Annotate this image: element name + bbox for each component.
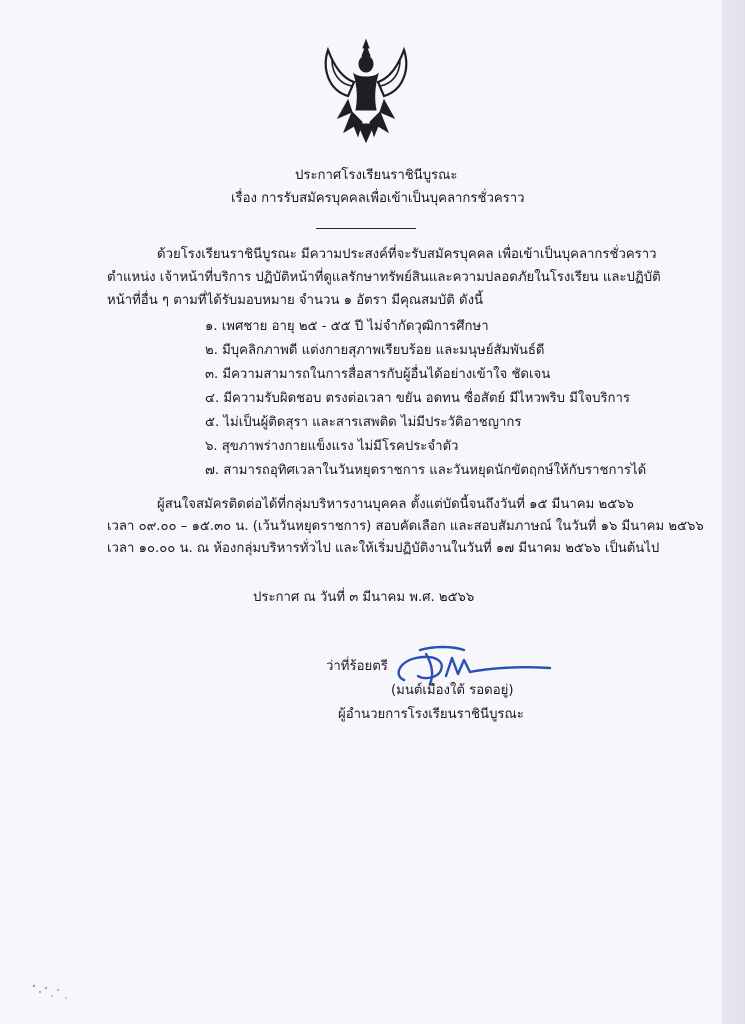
signatory-rank: ว่าที่ร้อยตรี xyxy=(326,659,388,674)
qualification-item: ๓. มีความสามารถในการสื่อสารกับผู้อื่นได้อย่างเข้าใจ ชัดเจน xyxy=(205,367,551,382)
garuda-emblem-icon xyxy=(318,38,414,144)
qualification-item: ๖. สุขภาพร่างกายแข็งแรง ไม่มีโรคประจำตัว xyxy=(205,439,459,454)
signatory-position: ผู้อำนวยการโรงเรียนราชินีบูรณะ xyxy=(338,707,524,722)
application-line: เวลา ๑๐.๐๐ น. ณ ห้องกลุ่มบริหารทั่วไป และให้เริ่มปฏิบัติงานในวันที่ ๑๗ มีนาคม ๒๕๖๖ เป็นต้นไป xyxy=(107,541,660,556)
application-line: เวลา ๐๙.๐๐ – ๑๕.๓๐ น. (เว้นวันหยุดราชการ) สอบคัดเลือก และสอบสัมภาษณ์ ในวันที่ ๑๖ มีนาคม ๒๕๖๖ xyxy=(107,519,704,534)
application-line: ผู้สนใจสมัครติดต่อได้ที่กลุ่มบริหารงานบุคคล ตั้งแต่บัดนี้จนถึงวันที่ ๑๕ มีนาคม ๒๕๖๖ xyxy=(157,497,634,512)
qualification-item: ๔. มีความรับผิดชอบ ตรงต่อเวลา ขยัน อดทน ซื่อสัตย์ มีไหวพริบ มีใจบริการ xyxy=(205,391,631,406)
qualification-item: ๕. ไม่เป็นผู้ติดสุรา และสารเสพติด ไม่มีประวัติอาชญากร xyxy=(205,415,522,430)
document-subject: เรื่อง การรับสมัครบุคคลเพื่อเข้าเป็นบุคลากรชั่วคราว xyxy=(231,191,525,206)
page-edge-shadow xyxy=(722,0,745,1024)
signatory-name: (มนต์เมืองใต้ รอดอยู่) xyxy=(391,683,514,698)
document-title: ประกาศโรงเรียนราชินีบูรณะ xyxy=(295,168,458,183)
qualification-item: ๑. เพศชาย อายุ ๒๕ - ๕๕ ปี ไม่จำกัดวุฒิการศึกษา xyxy=(205,319,489,334)
qualification-item: ๗. สามารถอุทิศเวลาในวันหยุดราชการ และวันหยุดนักขัตฤกษ์ให้กับราชการได้ xyxy=(205,463,647,478)
intro-line: ด้วยโรงเรียนราชินีบูรณะ มีความประสงค์ที่จะรับสมัครบุคคล เพื่อเข้าเป็นบุคลากรชั่วคราว xyxy=(157,247,657,262)
intro-line: หน้าที่อื่น ๆ ตามที่ได้รับมอบหมาย จำนวน ๑ อัตรา มีคุณสมบัติ ดังนี้ xyxy=(107,293,484,308)
blue-ink-marks xyxy=(22,978,82,1008)
title-divider xyxy=(316,228,416,229)
intro-line: ตำแหน่ง เจ้าหน้าที่บริการ ปฏิบัติหน้าที่ดูแลรักษาทรัพย์สินและความปลอดภัยในโรงเรียน และปฏิบัติ xyxy=(107,270,661,285)
announce-date: ประกาศ ณ วันที่ ๓ มีนาคม พ.ศ. ๒๕๖๖ xyxy=(253,590,475,605)
qualification-item: ๒. มีบุคลิกภาพดี แต่งกายสุภาพเรียบร้อย และมนุษย์สัมพันธ์ดี xyxy=(205,343,545,358)
